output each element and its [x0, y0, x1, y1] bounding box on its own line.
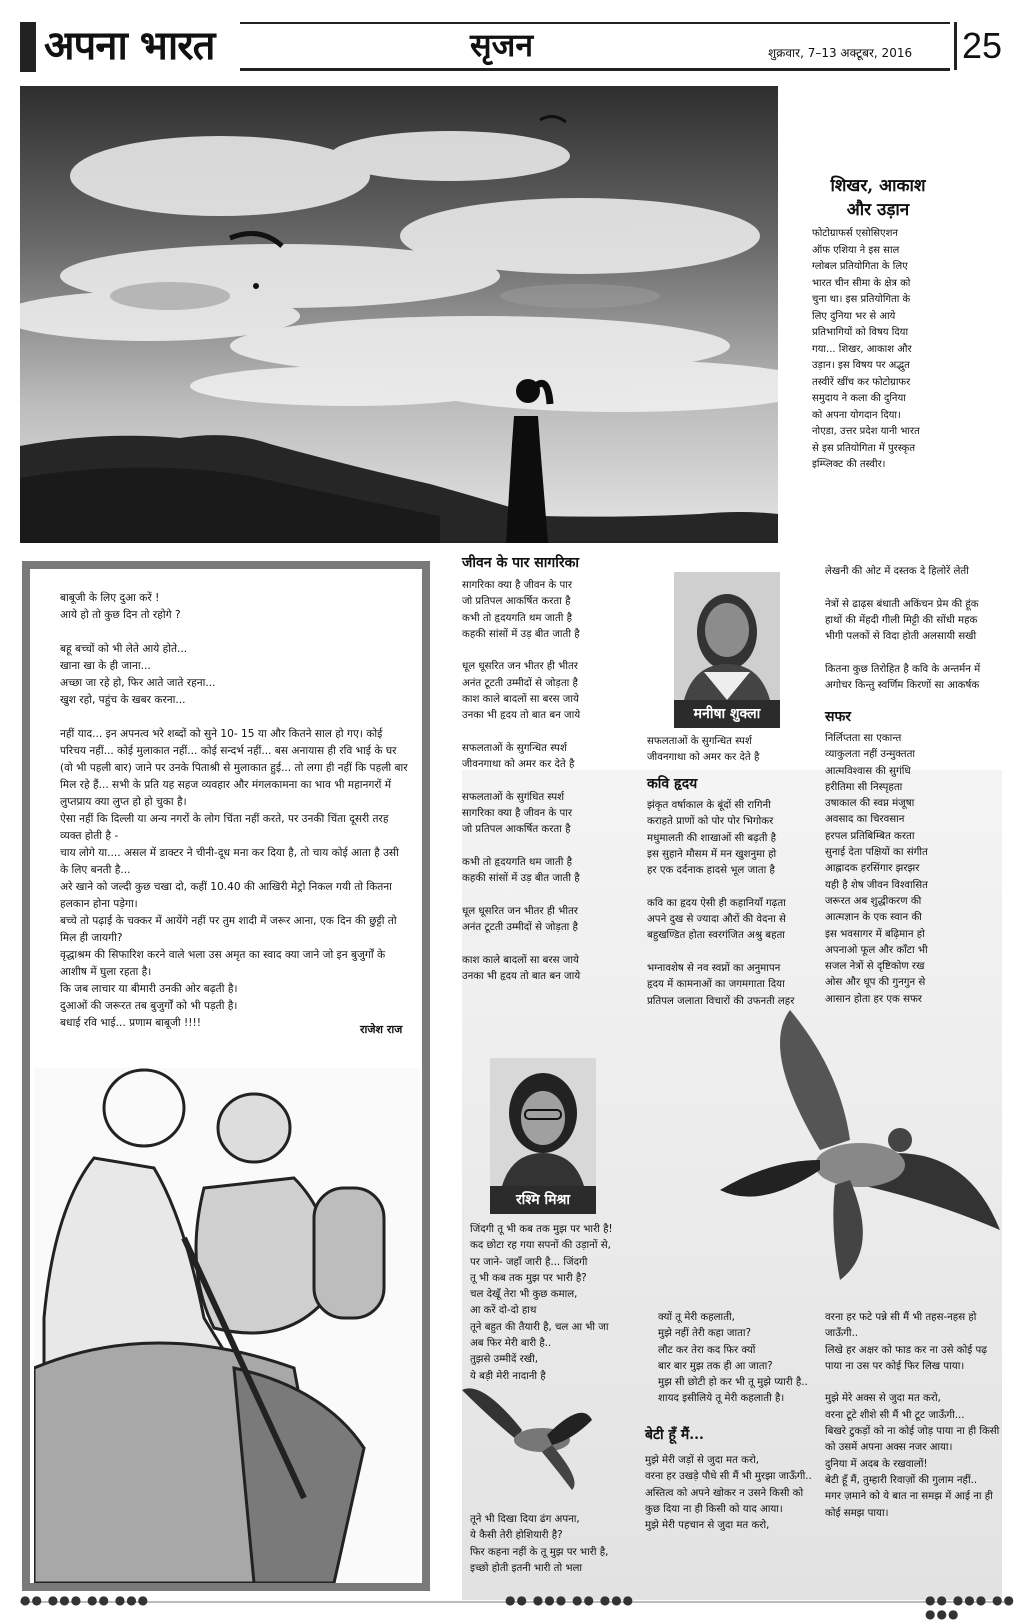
- poem-right-intro: लेखनी की ओट में दस्तक दे हिलोरें लेती नेत्रों से ढाढ़स बंधाती अकिंचन प्रेम की हूंक हाथों की मेंहदी गीली मिट्टी की सोंधी महक भीगी पलकों से विदा होती अलसायी सखी कितना कुछ तिरोहित है कवि के अन्तर्मन में अगोचर किन्तु स्वर्णिम किरणों सा आकर्षक: [825, 566, 981, 692]
- poem-sagarika-title: जीवन के पार सागरिका: [462, 555, 579, 571]
- feature-caption: फोटोग्राफर्स एसोसिएशन ऑफ एशिया ने इस साल ग्लोबल प्रतियोगिता के लिए भारत चीन सीमा के क्षेत्र को चुना था। इस प्रतियोगिता के लिए दुनिया भर से आये प्रतिभागियों को विषय दिया गया... शिखर, आकाश और उड़ान। इस विषय पर अद्भुत तस्वीरें खींच कर फोटोग्राफर समुदाय ने कला की दुनिया को अपना योगदान दिया। नोएडा, उत्तर प्रदेश यानी भारत से इस प्रतियोगिता में पुरस्कृत इम्प्लिक्ट की तस्वीर।: [812, 228, 920, 470]
- masthead-rule-top: [240, 22, 950, 24]
- poem-beti-top: क्यों तू मेरी कहलाती, मुझे नहीं तेरी कहा जाता? लौट कर तेरा कद फिर क्यों बार बार मुझ तक ही आ जाता? मुझ सी छोटी हो कर भी तू मुझे प्यारी है.. शायद इसीलिये तू मेरी कहलाती है।: [658, 1312, 808, 1405]
- poem-beti-text: मुझे मेरी जड़ों से जुदा मत करो, वरना हर उखड़े पौधे सी मैं भी मुरझा जाऊँगी.. अस्तित्व को अपने खोकर न उसने किसी को कुछ दिया ना ही किसी को याद आया। मुझे मेरी पहचान से जुदा मत करो,: [645, 1455, 812, 1532]
- masthead-divider: [954, 22, 957, 70]
- poem-middle-intro: सफलताओं के सुगन्धित स्पर्श जीवनगाथा को अमर कर देते है: [647, 736, 760, 764]
- newspaper-name: अपना भारत: [44, 22, 215, 69]
- manisha-name-plate: मनीषा शुक्ला: [674, 700, 780, 728]
- poem-kavi-hriday-title: कवि हृदय: [647, 776, 698, 792]
- footer-dots-left: ●● ●●● ●● ●●●: [20, 1593, 150, 1607]
- feature-title: शिखर, आकाश और उड़ान: [830, 176, 926, 220]
- rashmi-portrait: [490, 1058, 596, 1186]
- footer-dots-right: ●● ●●● ●● ●●●: [925, 1593, 1015, 1621]
- poem-safar-text: निर्लिप्तता सा एकान्त व्याकुलता नहीं उन्मुक्तता आत्मविश्वास की सुगंधि हरीतिमा सी निस्पृहता उषाकाल की स्वप्न मंजूषा अवसाद का चिरवसान हरपल प्रतिबिम्बित करता सुनाई देता पक्षियों का संगीत आह्लादक हरसिंगार झरझर यही है शेष जीवन विश्वासित जरूरत अब शुद्धीकरण की आत्मज्ञान के एक स्वान की इस भवसागर में बढ़िमान हो अपनाओ फूल और काँटा भी सजल नेत्रों से दृष्टिकोण रख ओस और धूप की गुनगुन से आसान होता हर एक सफर: [825, 733, 928, 1005]
- letter-author: राजेश राज: [360, 1023, 403, 1036]
- pigeon-flying-image: [700, 1010, 1000, 1280]
- rashmi-name-plate: रश्मि मिश्रा: [490, 1186, 596, 1214]
- pigeon-small-image: [462, 1380, 602, 1490]
- elderly-couple-illustration: [34, 1068, 420, 1583]
- issue-date: शुक्रवार, 7–13 अक्टूबर, 2016: [768, 46, 913, 60]
- poem-zindagi-text: जिंदगी तू भी कब तक मुझ पर भारी है! कद छोटा रह गया सपनों की उड़ानों से, पर जाने- जहाँ जारी है... जिंदगी तू भी कब तक मुझ पर भारी है? चल देखूँ तेरा भी कुछ कमाल, आ करें दो-दो हाथ तूने बहुत की तैयारी है, चल आ भी जा अब फिर मेरी बारी है.. तुझसे उम्मीदें रखी, ये बड़ी मेरी नादानी है: [470, 1224, 613, 1382]
- footer-dots-center: ●● ●●● ●● ●●●: [505, 1593, 635, 1607]
- letter-text: बाबूजी के लिए दुआ करें ! आये हो तो कुछ दिन तो रहोगे ? बहू बच्चों को भी लेते आये होते... खाना खा के ही जाना... अच्छा जा रहे हो, फिर आते जाते रहना... खुश रहो, पहुंच के खबर करना... नहीं याद... इन अपनत्व भरे शब्दों को सुने 10- 15 या और कितने साल हो गए। कोई परिचय नहीं... कोई मुलाकात नहीं... कोई सन्दर्भ नहीं... बस अनायास ही रवि भाई के घर (वो भी पहली बार) जाने पर उनके पिताश्री से मुलाकात हुई... तो लगा ही नहीं कि पहली बार मिल रहे हैं... सभी के प्रति यह सहज व्यवहार और मंगलकामना का भाव भी महानगरों में लुप्तप्राय क्या लुप्त हो हो चुका है। ऐसा नहीं कि दिल्ली या अन्य नगरों के लोग चिंता नहीं करते, पर उनकी चिंता दूसरी तरह व्यक्त होती है - चाय लोगे या.... असल में डाक्टर ने चीनी-दूध मना कर दिया है, तो चाय कोई आता है उसी के लिए बनती है... अरे खाने को जल्दी कुछ चखा दो, कहीं 10.40 की आखिरी मेट्रो निकल गयी तो कितना हलकान होना पड़ेगा। बच्चे तो पढ़ाई के चक्कर में आयेंगे नहीं पर तुम शादी में जरूर आना, एक दिन की छुट्टी तो मिल ही जायगी? वृद्धाश्रम की सिफारिश करने वाले भला उस अमृत का स्वाद क्या जाने जो इन बुजुर्गों के आशीष में घुला रहता है। कि जब लाचार या बीमारी उनकी ओर बढ़ती है। दुआओं की जरूरत तब बुजुर्गों को भी पड़ती है। बधाई रवि भाई... प्रणाम बाबूजी !!!!: [60, 592, 408, 1029]
- poem-beti-right: वरना हर फटे पन्ने सी मैं भी तहस-नहस हो जाऊँगी.. लिखे हर अक्षर को फाड कर ना उसे कोई पढ़ पाया ना उस पर कोई फिर लिख पाया। मुझे मेरे अक्स से जुदा मत करो, वरना टूटे शीशे सी मैं भी टूट जाऊँगी... बिखरे टुकड़ों को ना कोई जोड़ पाया ना ही किसी को उसमें अपना अक्स नजर आया। दुनिया में अदब के रखवालों! बेटी हूँ मैं, तुम्हारी रिवाज़ों की गुलाम नहीं.. मगर ज़माने को ये बात ना समझ में आई ना ही कोई समझ पाया।: [825, 1312, 1000, 1519]
- manisha-portrait: [674, 572, 780, 700]
- feature-photo: [20, 86, 778, 543]
- masthead-rule-bottom: [240, 68, 950, 71]
- poem-beti-title: बेटी हूँ मैं...: [645, 1427, 704, 1443]
- page-number: 25: [962, 25, 1003, 66]
- poem-safar-title: सफर: [825, 709, 851, 725]
- poem-zindagi-end: तूने भी दिखा दिया ढंग अपना, ये कैसी तेरी होशियारी है? फिर कहना नहीं के तू मुझ पर भारी है, इच्छो होती इतनी भारी तो भला: [470, 1514, 609, 1574]
- masthead-block: [20, 22, 36, 72]
- paragliding-landscape-image: [20, 86, 778, 543]
- poem-sagarika-text: सागरिका क्या है जीवन के पार जो प्रतिपल आकर्षित करता है कभी तो हृदयगति थम जाती है कहकी सांसों में उड़ बीत जाती है धूल धूसरित जन भीतर ही भीतर अनंत टूटती उम्मीदों से जोड़ता है काश काले बादलों सा बरस जाये उनका भी हृदय तो बात बन जाये सफलताओं के सुगन्धित स्पर्श जीवनगाथा को अमर कर देते है सफलताओं के सुगंधित स्पर्श सागरिका क्या है जीवन के पार जो प्रतिपल आकर्षित करता है कभी तो हृदयगति थम जाती है कहकी सांसों में उड़ बीत जाती है धूल धूसरित जन भीतर ही भीतर अनंत टूटती उम्मीदों से जोड़ता है काश काले बादलों सा बरस जाये उनका भी हृदय तो बात बन जाये: [462, 580, 581, 983]
- poem-kavi-hriday-text: झंकृत वर्षाकाल के बूंदों सी रागिनी कराहते प्राणों को पोर पोर भिगोकर मधुमालती की शाखाओं सी बढ़ती है इस सुहाने मौसम में मन खुशनुमा हो हर एक दर्दनाक हादसे भूल जाता है कवि का हृदय ऐसी ही कहानियाँ गढ़ता अपने दुख से ज्यादा औरों की वेदना से बहुखण्डित होता स्वरगंजित अश्रु बहता भग्नावशेष से नव स्वप्नों का अनुमापन हृदय में कामनाओं का जगमगाता दिया प्रतिपल जलाता विचारों की उफनती लहर: [647, 800, 795, 1007]
- section-title: सृजन: [470, 26, 534, 64]
